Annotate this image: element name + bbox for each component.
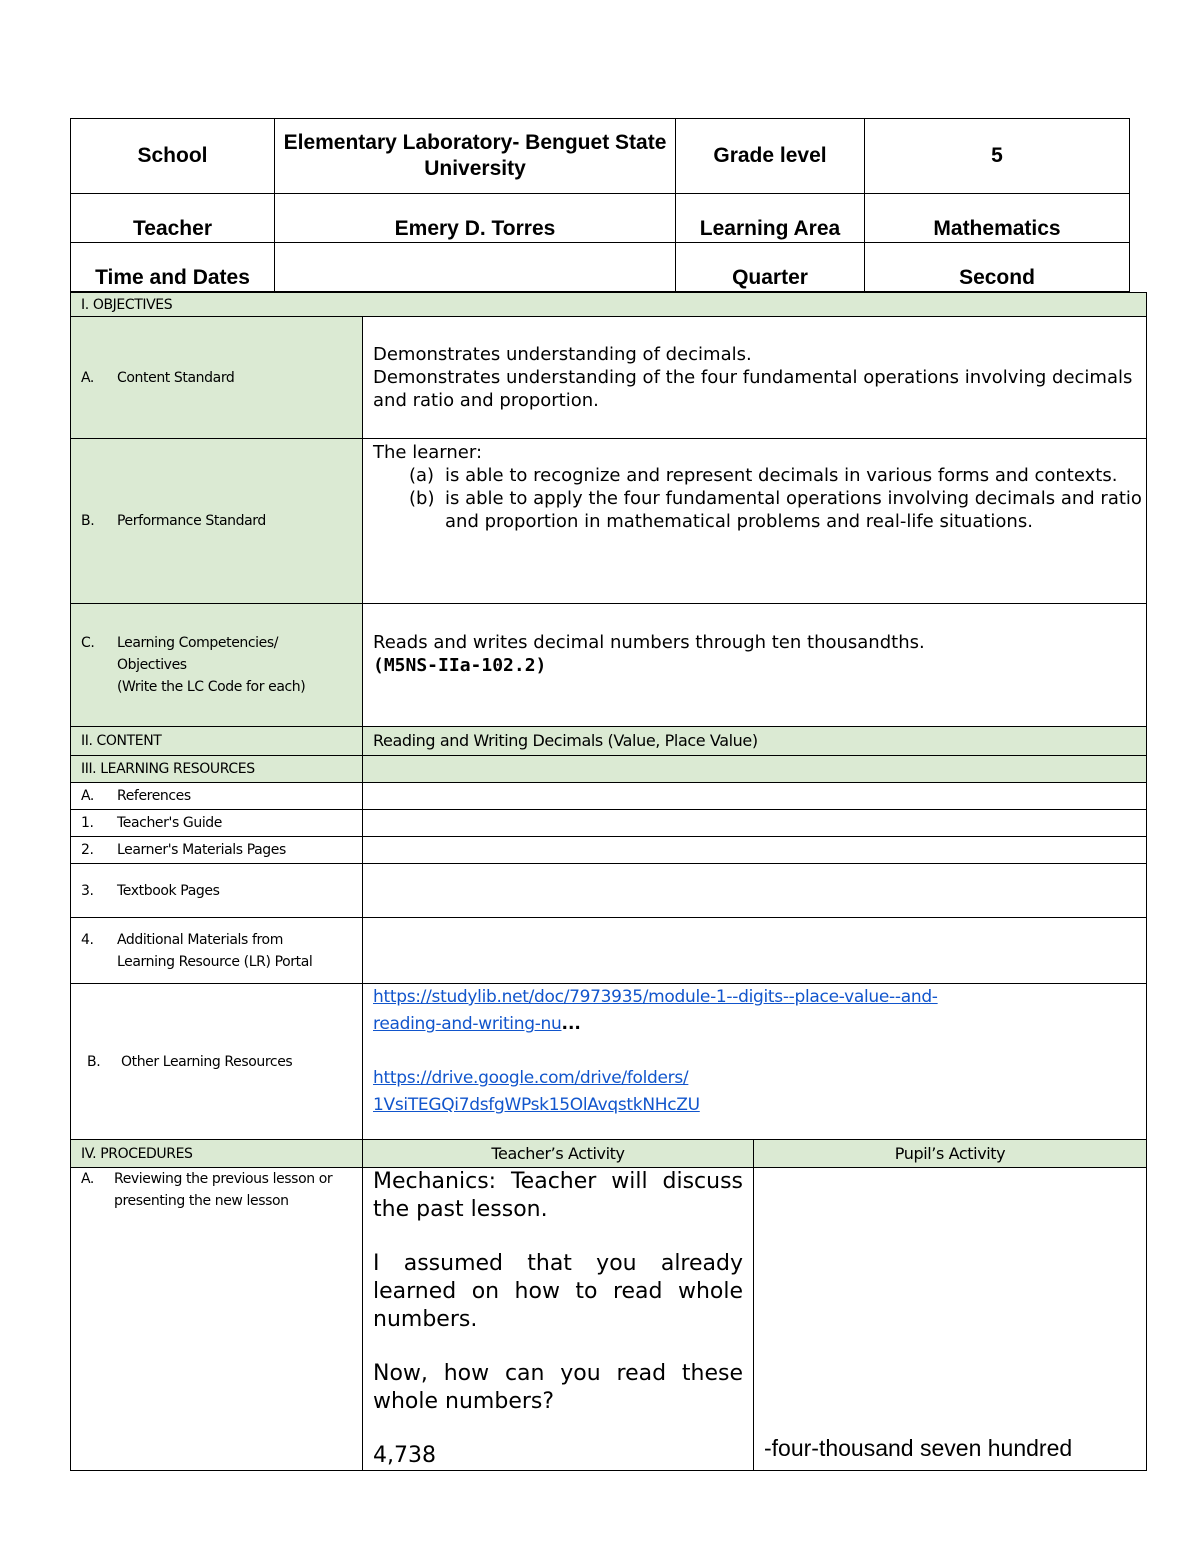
teacher-label: Teacher (71, 194, 275, 243)
resources-heading-value (363, 756, 1147, 783)
content-standard-line-1: Demonstrates understanding of decimals. (373, 344, 752, 365)
competencies-title-line-1: Learning Competencies/ (117, 635, 279, 651)
whole-number-example: 4,738 (373, 1443, 436, 1468)
learners-materials-label: 2. Learner's Materials Pages (71, 837, 363, 864)
textbook-pages-value (363, 864, 1147, 918)
learners-materials-value (363, 837, 1147, 864)
performance-standard-label (71, 439, 363, 604)
teacher-activity-heading: Teacher’s Activity (363, 1140, 754, 1168)
content-standard-letter: A. (81, 369, 94, 386)
studylib-link[interactable]: https://studylib.net/doc/7973935/module-1--digits--place-value--and- (373, 987, 938, 1007)
additional-materials-label: 4. Additional Materials from Learning Resource (LR) Portal (71, 918, 363, 984)
lc-code: (M5NS-IIa-102.2) (373, 655, 547, 676)
teachers-guide-label: 1. Teacher's Guide (71, 810, 363, 837)
competencies-letter: C. (81, 635, 95, 651)
performance-standard-title: Performance Standard (117, 513, 266, 529)
content-heading: II. CONTENT (71, 727, 363, 756)
competency-statement: Reads and writes decimal numbers through ten thousandths. (373, 632, 925, 653)
teacher-p3: Now, how can you read these whole numbers? (373, 1361, 743, 1414)
time-dates-label: Time and Dates (71, 243, 275, 292)
pupil-activity-cell (754, 1168, 1147, 1471)
other-resources-links: https://studylib.net/doc/7973935/module-1--digits--place-value--and- reading-and-writing-nu... https://drive.google.com/drive/folders/ 1VsiTEGQi7dsfgWPsk15OlAvqstkNHcZU (363, 984, 1147, 1140)
teacher-value: Emery D. Torres (275, 194, 676, 243)
competencies-text (363, 604, 1147, 727)
competencies-title-line-3: (Write the LC Code for each) (117, 679, 306, 695)
content-standard-label (71, 317, 363, 439)
time-dates-value (275, 243, 676, 292)
studylib-link-continued[interactable]: reading-and-writing-nu (373, 1014, 562, 1034)
learning-area-value: Mathematics (865, 194, 1130, 243)
teachers-guide-value (363, 810, 1147, 837)
references-label: A. References (71, 783, 363, 810)
grade-label: Grade level (676, 119, 865, 194)
lesson-plan-table (70, 292, 1147, 1471)
pupil-answer: -four-thousand seven hundred (764, 1435, 1073, 1461)
competencies-label (71, 604, 363, 727)
content-value: Reading and Writing Decimals (Value, Place Value) (363, 727, 1147, 756)
performance-standard-letter: B. (81, 513, 95, 529)
grade-value: 5 (865, 119, 1130, 194)
google-drive-link-continued[interactable]: 1VsiTEGQi7dsfgWPsk15OlAvqstkNHcZU (373, 1095, 700, 1115)
list-item: (a) is able to recognize and represent decimals in various forms and contexts. (409, 465, 1118, 486)
google-drive-link[interactable]: https://drive.google.com/drive/folders/ (373, 1068, 689, 1088)
additional-materials-value (363, 918, 1147, 984)
teacher-p1: Mechanics: Teacher will discuss the past lesson. (373, 1169, 743, 1222)
performance-standard-intro: The learner: (373, 442, 483, 463)
other-resources-label: B. Other Learning Resources (71, 984, 363, 1140)
content-standard-title: Content Standard (117, 369, 235, 386)
references-value (363, 783, 1147, 810)
performance-standard-text (363, 439, 1147, 604)
content-standard-text (363, 317, 1147, 439)
content-standard-line-2: Demonstrates understanding of the four fundamental operations involving decimals and ratio and proportion. (373, 367, 1133, 411)
school-value: Elementary Laboratory- Benguet State University (275, 119, 676, 194)
header-table (70, 118, 1130, 292)
step-a-label: A. Reviewing the previous lesson or presenting the new lesson (71, 1168, 363, 1471)
list-item: (b) is able to apply the four fundamental operations involving decimals and ratio and proportion in mathematical problems and real-life situations. (409, 488, 1142, 532)
teacher-p2: I assumed that you already learned on how to read whole numbers. (373, 1251, 743, 1332)
teacher-activity-cell (363, 1168, 754, 1471)
learning-area-label: Learning Area (676, 194, 865, 243)
pupil-activity-heading: Pupil’s Activity (754, 1140, 1147, 1168)
procedures-heading: IV. PROCEDURES (71, 1140, 363, 1168)
resources-heading: III. LEARNING RESOURCES (71, 756, 363, 783)
textbook-pages-label: 3. Textbook Pages (71, 864, 363, 918)
school-label: School (71, 119, 275, 194)
quarter-value: Second (865, 243, 1130, 292)
quarter-label: Quarter (676, 243, 865, 292)
objectives-heading: I. OBJECTIVES (71, 293, 1147, 317)
performance-standard-list (373, 464, 1146, 533)
competencies-title-line-2: Objectives (117, 657, 187, 673)
